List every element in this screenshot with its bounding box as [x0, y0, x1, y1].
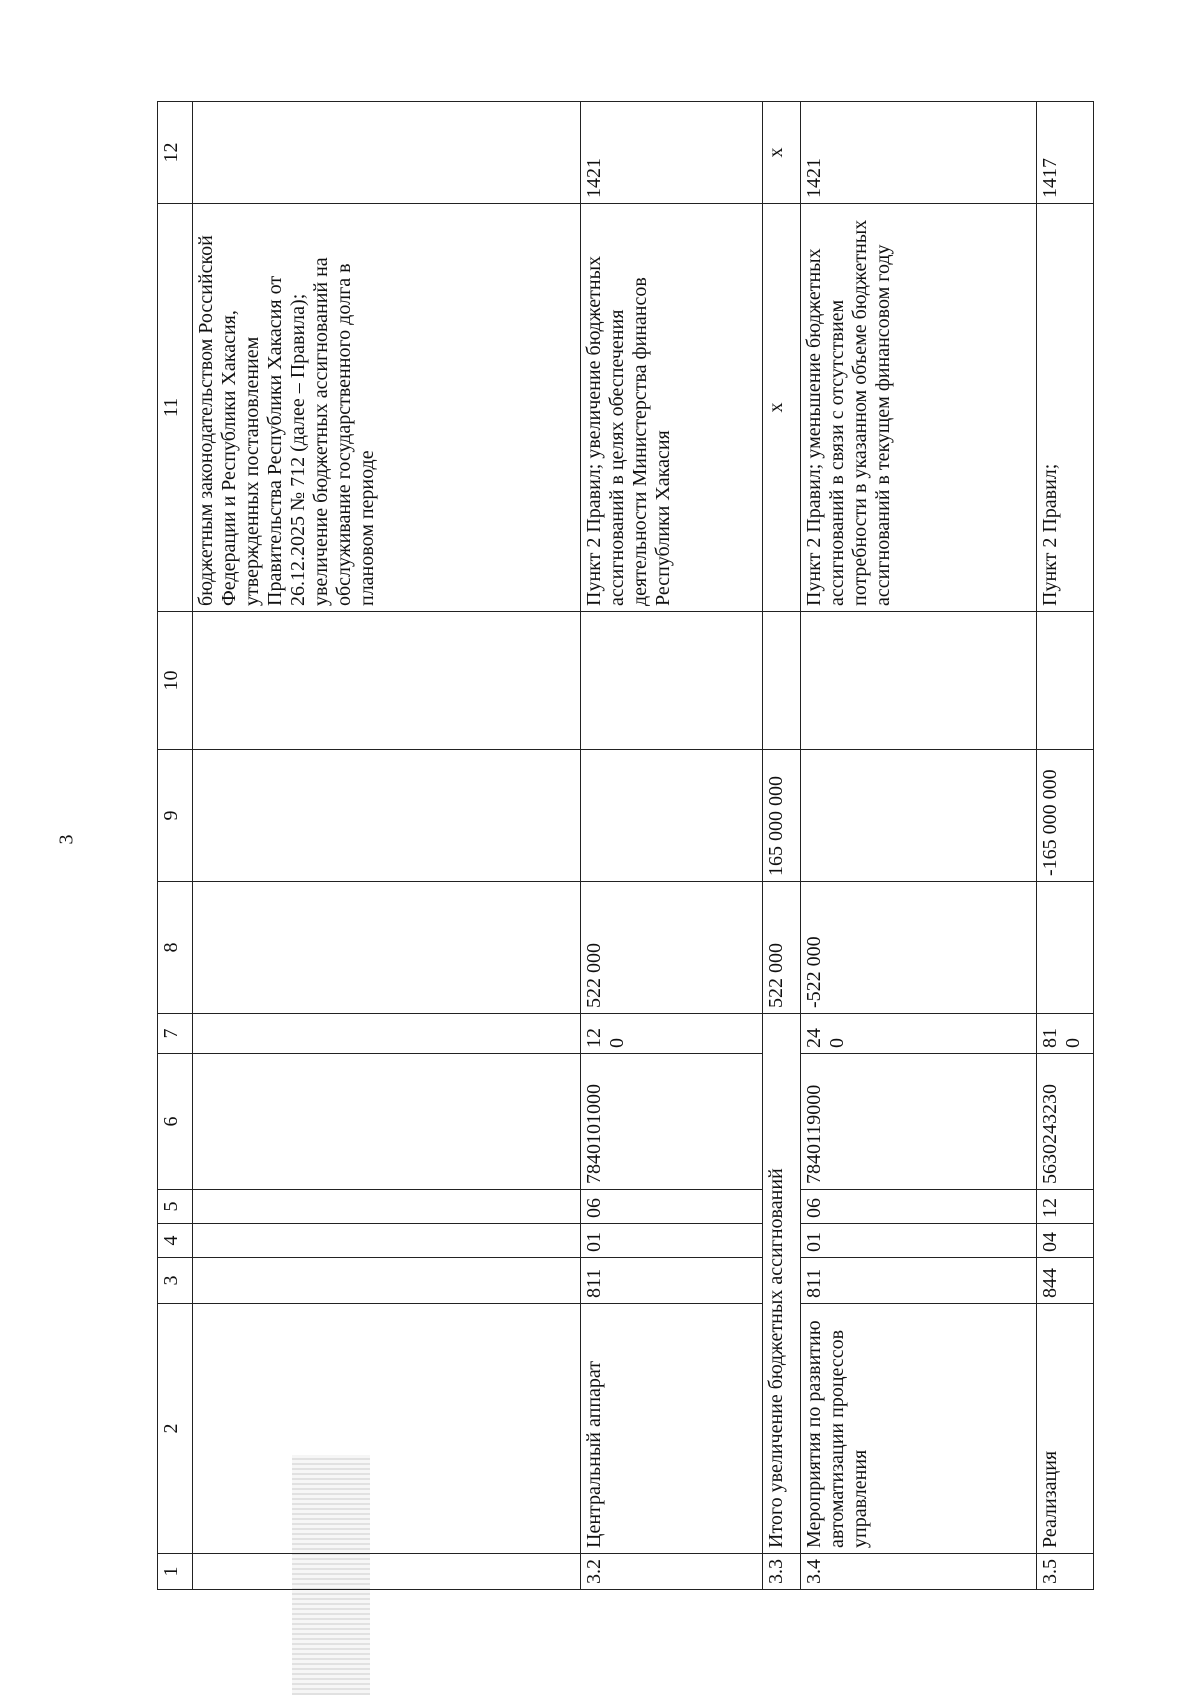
header-cell: 6 — [158, 1054, 193, 1190]
item-name: Центральный аппарат — [581, 1304, 763, 1554]
header-cell: 11 — [158, 204, 193, 612]
budget-table — [157, 101, 1094, 1590]
row-number: 3.3 — [762, 1554, 800, 1590]
basis-text: Пункт 2 Правил; увеличение бюджетных ассигнований в целях обеспечения деятельности Министерства финансов Республики Хакасия — [581, 204, 763, 612]
code-5: 06 — [581, 1190, 763, 1224]
code-5 — [192, 1190, 580, 1224]
amount-10 — [762, 612, 800, 750]
table-row — [192, 102, 580, 1590]
row-number: 3.4 — [801, 1554, 1037, 1590]
amount-10 — [1036, 612, 1093, 750]
basis-text: х — [762, 204, 800, 612]
amount-9 — [192, 750, 580, 882]
header-cell: 2 — [158, 1304, 193, 1554]
amount-9: -165 000 000 — [1036, 750, 1093, 882]
amount-8 — [1036, 882, 1093, 1014]
row-number: 3.5 — [1036, 1554, 1093, 1590]
item-name: Реализация — [1036, 1304, 1093, 1554]
code-3: 811 — [801, 1258, 1037, 1304]
table-row — [762, 102, 800, 1590]
header-row — [158, 102, 193, 1590]
header-cell: 5 — [158, 1190, 193, 1224]
table-row — [1036, 102, 1093, 1590]
code-7: 810 — [1036, 1014, 1093, 1054]
amount-8 — [192, 882, 580, 1014]
code-6: 7840101000 — [581, 1054, 763, 1190]
amount-9: 165 000 000 — [762, 750, 800, 882]
code-6 — [192, 1054, 580, 1190]
item-name: Мероприятия по развитию автоматизации процессов управления — [801, 1304, 1037, 1554]
total-label: Итого увеличение бюджетных ассигнований — [762, 1014, 800, 1554]
item-name — [192, 1304, 580, 1554]
header-cell: 7 — [158, 1014, 193, 1054]
amount-10 — [801, 612, 1037, 750]
code-4: 01 — [581, 1224, 763, 1258]
header-cell: 9 — [158, 750, 193, 882]
amount-10 — [192, 612, 580, 750]
table-row — [801, 102, 1037, 1590]
row-number — [192, 1554, 580, 1590]
code-7 — [192, 1014, 580, 1054]
code-6: 7840119000 — [801, 1054, 1037, 1190]
code-4: 04 — [1036, 1224, 1093, 1258]
page-number: 3 — [55, 834, 78, 845]
code-12: х — [762, 102, 800, 204]
code-12: 1421 — [801, 102, 1037, 204]
header-cell: 10 — [158, 612, 193, 750]
amount-10 — [581, 612, 763, 750]
amount-9 — [581, 750, 763, 882]
code-12: 1421 — [581, 102, 763, 204]
basis-text: Пункт 2 Правил; уменьшение бюджетных ассигнований в связи с отсутствием потребности в указанном объеме бюджетных ассигнований в текущем финансовом году — [801, 204, 1037, 612]
row-number: 3.2 — [581, 1554, 763, 1590]
code-4: 01 — [801, 1224, 1037, 1258]
amount-8: -522 000 — [801, 882, 1037, 1014]
budget-table-sheet — [157, 102, 1094, 1590]
basis-text: Пункт 2 Правил; — [1036, 204, 1093, 612]
code-12: 1417 — [1036, 102, 1093, 204]
code-5: 12 — [1036, 1190, 1093, 1224]
amount-8: 522 000 — [581, 882, 763, 1014]
code-3: 844 — [1036, 1258, 1093, 1304]
code-12 — [192, 102, 580, 204]
amount-8: 522 000 — [762, 882, 800, 1014]
table-row — [581, 102, 763, 1590]
code-7: 240 — [801, 1014, 1037, 1054]
code-5: 06 — [801, 1190, 1037, 1224]
header-cell: 3 — [158, 1258, 193, 1304]
header-cell: 8 — [158, 882, 193, 1014]
amount-9 — [801, 750, 1037, 882]
header-cell: 1 — [158, 1554, 193, 1590]
basis-text: бюджетным законодательством Российской Федерации и Республики Хакасия, утвержденных постановлением Правительства Республики Хакасия от 26.12.2025 № 712 (далее – Правила); увеличение бюджетных ассигнований на обслуживание государственного долга в плановом периоде — [192, 204, 580, 612]
code-7: 120 — [581, 1014, 763, 1054]
code-6: 5630243230 — [1036, 1054, 1093, 1190]
header-cell: 12 — [158, 102, 193, 204]
code-4 — [192, 1224, 580, 1258]
code-3 — [192, 1258, 580, 1304]
header-cell: 4 — [158, 1224, 193, 1258]
code-3: 811 — [581, 1258, 763, 1304]
